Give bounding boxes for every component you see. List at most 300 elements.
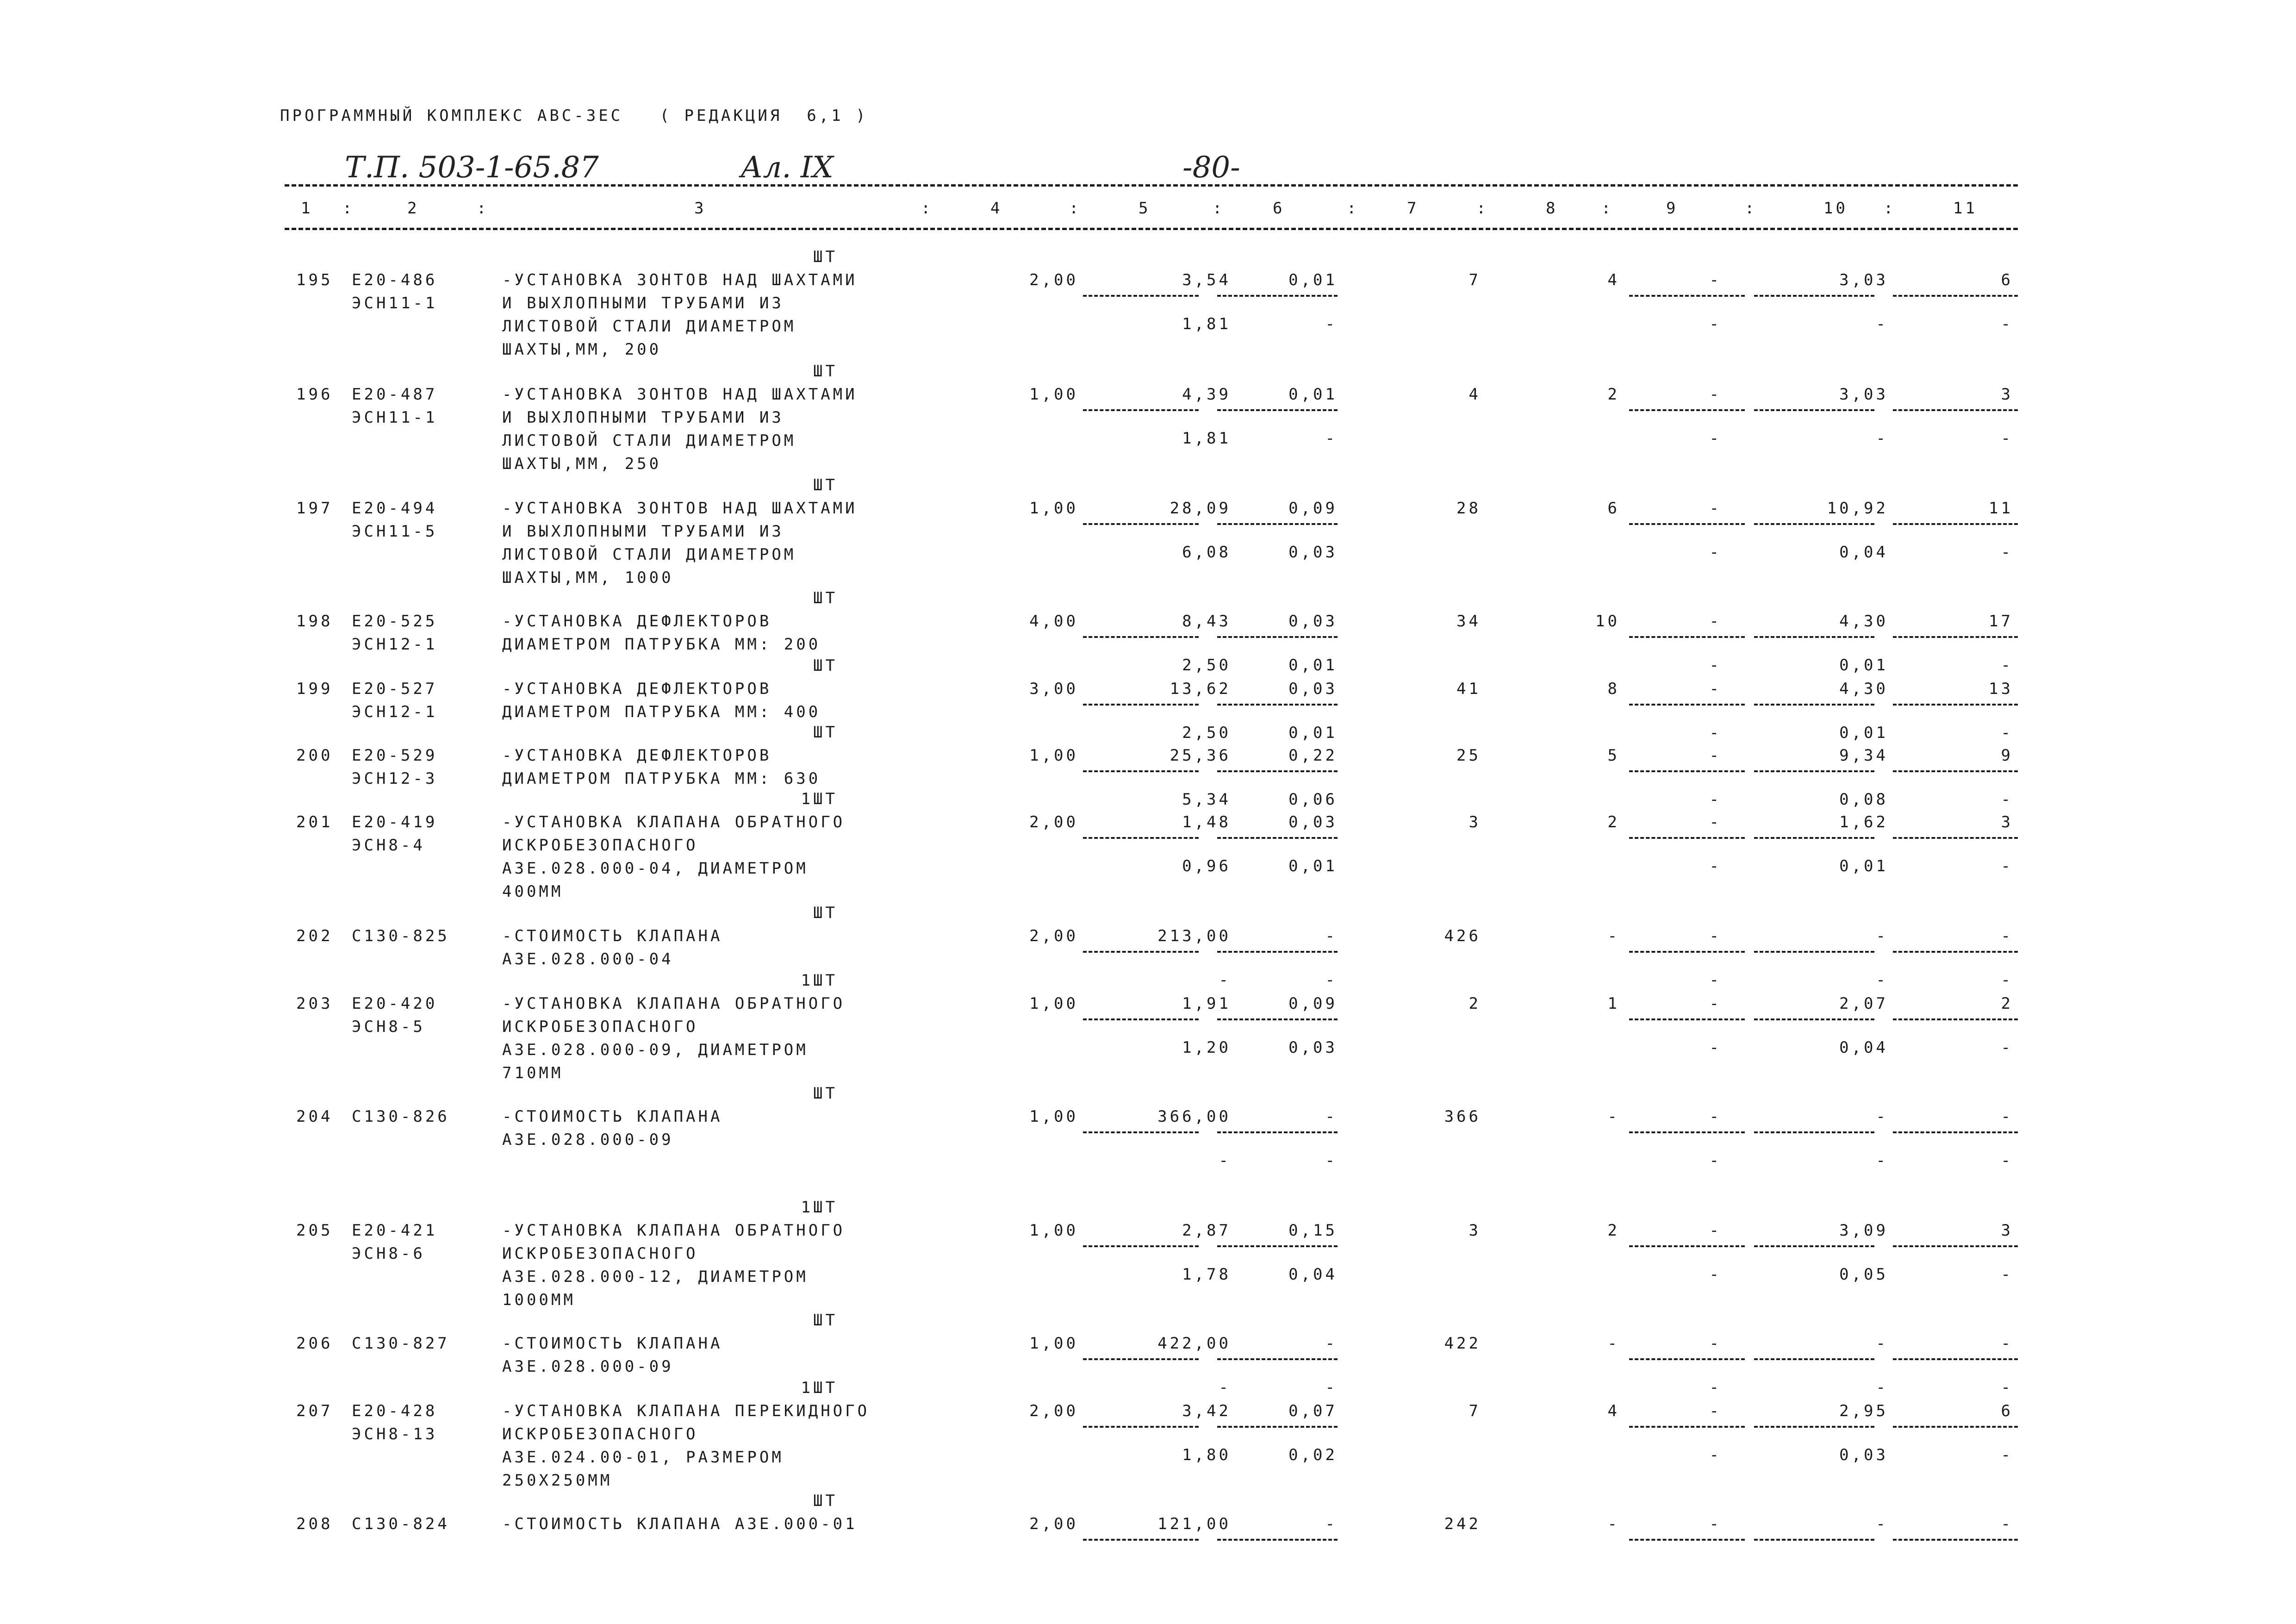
sheet-label: Ал. IX	[740, 150, 834, 185]
quantity: 1,00	[1029, 385, 1078, 404]
row-number: 208	[296, 1515, 333, 1533]
unit-cost-col6: -	[1325, 1107, 1338, 1126]
total-col10-b: 0,04	[1839, 1038, 1888, 1057]
column-header-13: :	[1476, 199, 1489, 218]
total-col8: 2	[1607, 1221, 1620, 1240]
description-line: -УСТАНОВКА ЗОНТОВ НАД ШАХТАМИ	[502, 385, 858, 404]
unit-cost-col6: 0,03	[1288, 813, 1338, 831]
description-line: -УСТАНОВКА ЗОНТОВ НАД ШАХТАМИ	[502, 271, 858, 289]
unit-cost-total: 28,09	[1170, 499, 1231, 518]
total-col9: -	[1709, 385, 1722, 404]
column-header-16: 9	[1666, 199, 1679, 218]
description-line: ИСКРОБЕЗОПАСНОГО	[502, 1244, 698, 1263]
description-line: А3Е.028.000-09	[502, 1131, 674, 1149]
resource-code: С130-827	[352, 1334, 450, 1353]
description-line: -СТОИМОСТЬ КЛАПАНА	[502, 1334, 723, 1353]
row-separator-5	[1083, 704, 1199, 706]
unit-cost-col6: 0,07	[1288, 1402, 1338, 1420]
unit-label: ШТ	[813, 904, 838, 922]
header-rule-top	[285, 184, 2018, 187]
total-col8: 5	[1607, 746, 1620, 765]
description-line: ШАХТЫ,ММ, 1000	[502, 568, 674, 587]
total-col10: 3,03	[1839, 271, 1888, 289]
unit-cost-total: 3,42	[1182, 1402, 1231, 1420]
total-col8: 4	[1607, 1402, 1620, 1420]
resource-code: Е20-525	[352, 612, 438, 631]
row-separator-10	[1754, 1131, 1874, 1133]
total-col11-b: -	[2001, 656, 2013, 675]
total-col8: 8	[1607, 680, 1620, 698]
row-number: 205	[296, 1221, 333, 1240]
unit-cost-total: 366,00	[1157, 1107, 1231, 1126]
quantity: 2,00	[1029, 927, 1078, 945]
row-separator-6	[1217, 1131, 1338, 1133]
total-col9-b: -	[1709, 971, 1722, 989]
total-col8: 2	[1607, 813, 1620, 831]
total-col11-b: -	[2001, 429, 2013, 448]
row-number: 200	[296, 746, 333, 765]
unit-cost-wages: 1,80	[1182, 1446, 1231, 1464]
unit-cost-wages: -	[1219, 971, 1231, 989]
resource-code: Е20-494	[352, 499, 438, 518]
column-header-1: :	[342, 199, 355, 218]
total-col10-b: 0,08	[1839, 790, 1888, 809]
total-col9-b: -	[1709, 724, 1722, 742]
row-separator-9	[1629, 523, 1745, 525]
resource-code: Е20-420	[352, 994, 438, 1013]
unit-cost-wages: 1,78	[1182, 1265, 1231, 1284]
row-number: 198	[296, 612, 333, 631]
total-col9: -	[1709, 927, 1722, 945]
total-col9: -	[1709, 1334, 1722, 1353]
total-col9: -	[1709, 612, 1722, 631]
total-col8: -	[1607, 1107, 1620, 1126]
unit-cost-col6-b: 0,01	[1288, 857, 1338, 875]
quantity: 2,00	[1029, 813, 1078, 831]
unit-cost-col6: 0,15	[1288, 1221, 1338, 1240]
description-line: -УСТАНОВКА КЛАПАНА ОБРАТНОГО	[502, 994, 846, 1013]
column-header-8: 5	[1139, 199, 1151, 218]
description-line: ИСКРОБЕЗОПАСНОГО	[502, 1018, 698, 1036]
description-line: 710ММ	[502, 1064, 564, 1082]
row-separator-10	[1754, 1245, 1874, 1247]
total-col11: 6	[2001, 271, 2013, 289]
description-line: И ВЫХЛОПНЫМИ ТРУБАМИ ИЗ	[502, 294, 784, 312]
quantity: 1,00	[1029, 1221, 1078, 1240]
unit-cost-wages: 5,34	[1182, 790, 1231, 809]
row-separator-6	[1217, 409, 1338, 411]
column-header-0: 1	[301, 199, 313, 218]
quantity: 3,00	[1029, 680, 1078, 698]
column-header-18: 10	[1823, 199, 1848, 218]
description-line: ДИАМЕТРОМ ПАТРУБКА ММ: 630	[502, 769, 821, 788]
description-line: 250Х250ММ	[502, 1471, 613, 1490]
description-line: -УСТАНОВКА ЗОНТОВ НАД ШАХТАМИ	[502, 499, 858, 518]
total-col9: -	[1709, 746, 1722, 765]
description-line: ШАХТЫ,ММ, 200	[502, 340, 662, 359]
quantity: 1,00	[1029, 499, 1078, 518]
total-col9: -	[1709, 813, 1722, 831]
total-col7: 3	[1468, 813, 1481, 831]
row-number: 206	[296, 1334, 333, 1353]
description-line: 1000ММ	[502, 1291, 576, 1309]
unit-label: 1ШТ	[801, 971, 838, 990]
unit-label: ШТ	[813, 1492, 838, 1510]
resource-code: Е20-421	[352, 1221, 438, 1240]
total-col7: 422	[1444, 1334, 1481, 1353]
row-separator-11	[1893, 1426, 2018, 1428]
row-separator-10	[1754, 636, 1874, 638]
row-separator-5	[1083, 1245, 1199, 1247]
total-col11: -	[2001, 927, 2013, 945]
description-line: ИСКРОБЕЗОПАСНОГО	[502, 836, 698, 855]
total-col10: -	[1876, 1107, 1888, 1126]
unit-label: ШТ	[813, 656, 838, 675]
row-separator-5	[1083, 1539, 1199, 1541]
unit-cost-total: 1,48	[1182, 813, 1231, 831]
row-separator-9	[1629, 1131, 1745, 1133]
row-separator-10	[1754, 1018, 1874, 1020]
total-col8: 2	[1607, 385, 1620, 404]
total-col10-b: 0,03	[1839, 1446, 1888, 1464]
total-col8: -	[1607, 1515, 1620, 1533]
column-header-4: 3	[694, 199, 707, 218]
row-separator-9	[1629, 1426, 1745, 1428]
row-separator-9	[1629, 837, 1745, 839]
row-separator-6	[1217, 523, 1338, 525]
total-col11-b: -	[2001, 1038, 2013, 1057]
unit-cost-total: 1,91	[1182, 994, 1231, 1013]
description-line: -СТОИМОСТЬ КЛАПАНА	[502, 1107, 723, 1126]
total-col11-b: -	[2001, 971, 2013, 989]
row-number: 203	[296, 994, 333, 1013]
row-separator-6	[1217, 636, 1338, 638]
description-line: ЛИСТОВОЙ СТАЛИ ДИАМЕТРОМ	[502, 431, 796, 450]
total-col10-b: 0,04	[1839, 543, 1888, 562]
description-line: -СТОИМОСТЬ КЛАПАНА	[502, 927, 723, 945]
total-col11: 3	[2001, 1221, 2013, 1240]
row-separator-11	[1893, 1018, 2018, 1020]
total-col11: 11	[1989, 499, 2013, 518]
row-separator-9	[1629, 770, 1745, 772]
unit-cost-col6-b: 0,04	[1288, 1265, 1338, 1284]
total-col9: -	[1709, 271, 1722, 289]
description-line: ИСКРОБЕЗОПАСНОГО	[502, 1425, 698, 1443]
row-separator-10	[1754, 704, 1874, 706]
resource-subcode: ЭСН8-6	[352, 1244, 425, 1263]
resource-code: Е20-487	[352, 385, 438, 404]
row-separator-5	[1083, 951, 1199, 953]
total-col11: -	[2001, 1107, 2013, 1126]
doc-code: Т.П. 503-1-65.87	[345, 150, 599, 185]
unit-cost-col6-b: 0,03	[1288, 1038, 1338, 1057]
total-col10-b: 0,01	[1839, 656, 1888, 675]
total-col10: 3,09	[1839, 1221, 1888, 1240]
row-separator-11	[1893, 409, 2018, 411]
row-separator-9	[1629, 1358, 1745, 1360]
row-separator-10	[1754, 1426, 1874, 1428]
row-separator-6	[1217, 295, 1338, 297]
unit-cost-col6-b: 0,03	[1288, 543, 1338, 562]
unit-cost-col6: 0,01	[1288, 271, 1338, 289]
total-col11: 2	[2001, 994, 2013, 1013]
description-line: А3Е.028.000-09	[502, 1357, 674, 1376]
row-separator-11	[1893, 523, 2018, 525]
description-line: -УСТАНОВКА ДЕФЛЕКТОРОВ	[502, 746, 772, 765]
total-col10: 1,62	[1839, 813, 1888, 831]
unit-cost-wages: 2,50	[1182, 656, 1231, 675]
program-line: ПРОГРАММНЫЙ КОМПЛЕКС АВС-3ЕС ( РЕДАКЦИЯ 6,1 )	[280, 106, 868, 125]
description-line: -УСТАНОВКА КЛАПАНА ПЕРЕКИДНОГО	[502, 1402, 870, 1420]
row-separator-11	[1893, 1245, 2018, 1247]
unit-label: ШТ	[813, 589, 838, 607]
unit-cost-col6-b: -	[1325, 1378, 1338, 1397]
row-number: 197	[296, 499, 333, 518]
row-separator-11	[1893, 295, 2018, 297]
total-col11-b: -	[2001, 1151, 2013, 1170]
row-separator-10	[1754, 1539, 1874, 1541]
row-separator-11	[1893, 1131, 2018, 1133]
total-col11: 6	[2001, 1402, 2013, 1420]
total-col9-b: -	[1709, 790, 1722, 809]
unit-label: 1ШТ	[801, 790, 838, 808]
resource-code: Е20-529	[352, 746, 438, 765]
unit-cost-col6-b: 0,01	[1288, 724, 1338, 742]
unit-cost-col6: 0,03	[1288, 680, 1338, 698]
total-col8: 1	[1607, 994, 1620, 1013]
row-number: 207	[296, 1402, 333, 1420]
quantity: 1,00	[1029, 1107, 1078, 1126]
unit-cost-col6: 0,09	[1288, 994, 1338, 1013]
description-line: А3Е.028.000-04, ДИАМЕТРОМ	[502, 859, 809, 878]
column-header-12: 7	[1407, 199, 1419, 218]
row-number: 202	[296, 927, 333, 945]
resource-code: С130-824	[352, 1515, 450, 1533]
description-line: И ВЫХЛОПНЫМИ ТРУБАМИ ИЗ	[502, 522, 784, 541]
row-separator-9	[1629, 1018, 1745, 1020]
resource-subcode: ЭСН12-1	[352, 703, 438, 721]
total-col11-b: -	[2001, 543, 2013, 562]
total-col10: 10,92	[1827, 499, 1888, 518]
total-col11: 17	[1989, 612, 2013, 631]
row-separator-10	[1754, 523, 1874, 525]
total-col8: -	[1607, 1334, 1620, 1353]
total-col10: -	[1876, 1334, 1888, 1353]
unit-cost-wages: 1,81	[1182, 315, 1231, 333]
unit-label: ШТ	[813, 1311, 838, 1330]
total-col10-b: -	[1876, 429, 1888, 448]
unit-cost-col6: -	[1325, 1334, 1338, 1353]
total-col10: 9,34	[1839, 746, 1888, 765]
column-header-2: 2	[407, 199, 420, 218]
row-separator-6	[1217, 837, 1338, 839]
row-separator-10	[1754, 770, 1874, 772]
total-col9: -	[1709, 499, 1722, 518]
total-col9-b: -	[1709, 1378, 1722, 1397]
total-col9-b: -	[1709, 429, 1722, 448]
resource-subcode: ЭСН8-13	[352, 1425, 438, 1443]
total-col10: -	[1876, 927, 1888, 945]
row-separator-5	[1083, 295, 1199, 297]
total-col11-b: -	[2001, 1378, 2013, 1397]
total-col9-b: -	[1709, 1446, 1722, 1464]
row-separator-5	[1083, 1018, 1199, 1020]
total-col9: -	[1709, 994, 1722, 1013]
total-col9-b: -	[1709, 656, 1722, 675]
row-separator-6	[1217, 1245, 1338, 1247]
unit-label: 1ШТ	[801, 1379, 838, 1397]
total-col7: 3	[1468, 1221, 1481, 1240]
description-line: А3Е.024.00-01, РАЗМЕРОМ	[502, 1448, 784, 1467]
row-separator-10	[1754, 951, 1874, 953]
total-col10-b: -	[1876, 315, 1888, 333]
unit-label: ШТ	[813, 248, 838, 266]
resource-code: Е20-486	[352, 271, 438, 289]
total-col11-b: -	[2001, 1446, 2013, 1464]
row-separator-6	[1217, 1539, 1338, 1541]
row-separator-6	[1217, 1018, 1338, 1020]
unit-cost-col6: -	[1325, 927, 1338, 945]
column-header-10: 6	[1273, 199, 1285, 218]
total-col9: -	[1709, 1515, 1722, 1533]
resource-code: С130-825	[352, 927, 450, 945]
row-separator-11	[1893, 770, 2018, 772]
total-col10-b: -	[1876, 1151, 1888, 1170]
unit-cost-col6-b: 0,02	[1288, 1446, 1338, 1464]
description-line: ДИАМЕТРОМ ПАТРУБКА ММ: 400	[502, 703, 821, 721]
unit-cost-total: 4,39	[1182, 385, 1231, 404]
row-separator-9	[1629, 704, 1745, 706]
column-header-14: 8	[1546, 199, 1558, 218]
column-header-17: :	[1745, 199, 1757, 218]
total-col10: 4,30	[1839, 612, 1888, 631]
description-line: -СТОИМОСТЬ КЛАПАНА А3Е.000-01	[502, 1515, 858, 1533]
resource-subcode: ЭСН8-5	[352, 1018, 425, 1036]
total-col7: 4	[1468, 385, 1481, 404]
quantity: 2,00	[1029, 1402, 1078, 1420]
description-line: -УСТАНОВКА КЛАПАНА ОБРАТНОГО	[502, 813, 846, 831]
quantity: 4,00	[1029, 612, 1078, 631]
total-col10-b: 0,05	[1839, 1265, 1888, 1284]
row-separator-5	[1083, 1358, 1199, 1360]
column-header-11: :	[1347, 199, 1359, 218]
description-line: ШАХТЫ,ММ, 250	[502, 455, 662, 473]
unit-cost-col6: 0,01	[1288, 385, 1338, 404]
unit-cost-col6-b: -	[1325, 1151, 1338, 1170]
row-separator-9	[1629, 636, 1745, 638]
row-number: 195	[296, 271, 333, 289]
column-header-7: :	[1069, 199, 1082, 218]
total-col11: -	[2001, 1334, 2013, 1353]
total-col7: 426	[1444, 927, 1481, 945]
total-col7: 7	[1468, 1402, 1481, 1420]
total-col8: 4	[1607, 271, 1620, 289]
row-separator-11	[1893, 636, 2018, 638]
row-separator-9	[1629, 1539, 1745, 1541]
resource-code: Е20-419	[352, 813, 438, 831]
total-col7: 34	[1456, 612, 1481, 631]
total-col7: 28	[1456, 499, 1481, 518]
row-separator-6	[1217, 1358, 1338, 1360]
description-line: А3Е.028.000-12, ДИАМЕТРОМ	[502, 1268, 809, 1286]
column-header-9: :	[1213, 199, 1225, 218]
unit-cost-total: 13,62	[1170, 680, 1231, 698]
resource-subcode: ЭСН11-1	[352, 294, 438, 312]
row-separator-10	[1754, 1358, 1874, 1360]
total-col10-b: -	[1876, 971, 1888, 989]
total-col11-b: -	[2001, 1265, 2013, 1284]
total-col9: -	[1709, 1402, 1722, 1420]
unit-cost-col6-b: -	[1325, 971, 1338, 989]
row-number: 196	[296, 385, 333, 404]
unit-cost-total: 25,36	[1170, 746, 1231, 765]
unit-cost-col6-b: 0,01	[1288, 656, 1338, 675]
column-header-19: :	[1884, 199, 1896, 218]
unit-cost-wages: -	[1219, 1378, 1231, 1397]
unit-label: ШТ	[813, 362, 838, 381]
row-separator-11	[1893, 704, 2018, 706]
unit-cost-col6: -	[1325, 1515, 1338, 1533]
total-col10: -	[1876, 1515, 1888, 1533]
total-col11: 3	[2001, 813, 2013, 831]
total-col8: 6	[1607, 499, 1620, 518]
description-line: ДИАМЕТРОМ ПАТРУБКА ММ: 200	[502, 635, 821, 654]
unit-cost-wages: 6,08	[1182, 543, 1231, 562]
row-separator-5	[1083, 409, 1199, 411]
row-separator-10	[1754, 295, 1874, 297]
unit-cost-wages: 1,81	[1182, 429, 1231, 448]
resource-subcode: ЭСН11-1	[352, 408, 438, 427]
total-col10: 2,95	[1839, 1402, 1888, 1420]
row-separator-6	[1217, 704, 1338, 706]
row-separator-10	[1754, 837, 1874, 839]
row-separator-5	[1083, 837, 1199, 839]
unit-cost-wages: 2,50	[1182, 724, 1231, 742]
row-separator-6	[1217, 1426, 1338, 1428]
row-number: 204	[296, 1107, 333, 1126]
unit-cost-total: 121,00	[1157, 1515, 1231, 1533]
total-col11: 9	[2001, 746, 2013, 765]
row-separator-6	[1217, 951, 1338, 953]
total-col11-b: -	[2001, 857, 2013, 875]
total-col11: 3	[2001, 385, 2013, 404]
description-line: -УСТАНОВКА ДЕФЛЕКТОРОВ	[502, 680, 772, 698]
resource-code: Е20-428	[352, 1402, 438, 1420]
row-separator-6	[1217, 770, 1338, 772]
resource-subcode: ЭСН8-4	[352, 836, 425, 855]
total-col11-b: -	[2001, 724, 2013, 742]
quantity: 1,00	[1029, 994, 1078, 1013]
total-col10: 2,07	[1839, 994, 1888, 1013]
unit-label: ШТ	[813, 476, 838, 494]
resource-subcode: ЭСН12-3	[352, 769, 438, 788]
unit-cost-col6: 0,03	[1288, 612, 1338, 631]
column-header-5: :	[921, 199, 933, 218]
quantity: 2,00	[1029, 1515, 1078, 1533]
description-line: ЛИСТОВОЙ СТАЛИ ДИАМЕТРОМ	[502, 317, 796, 336]
total-col7: 242	[1444, 1515, 1481, 1533]
description-line: А3Е.028.000-04	[502, 950, 674, 968]
total-col9-b: -	[1709, 857, 1722, 875]
total-col10: 4,30	[1839, 680, 1888, 698]
row-separator-9	[1629, 1245, 1745, 1247]
unit-cost-total: 8,43	[1182, 612, 1231, 631]
row-number: 201	[296, 813, 333, 831]
total-col10-b: 0,01	[1839, 724, 1888, 742]
total-col8: -	[1607, 927, 1620, 945]
unit-cost-total: 2,87	[1182, 1221, 1231, 1240]
description-line: -УСТАНОВКА КЛАПАНА ОБРАТНОГО	[502, 1221, 846, 1240]
